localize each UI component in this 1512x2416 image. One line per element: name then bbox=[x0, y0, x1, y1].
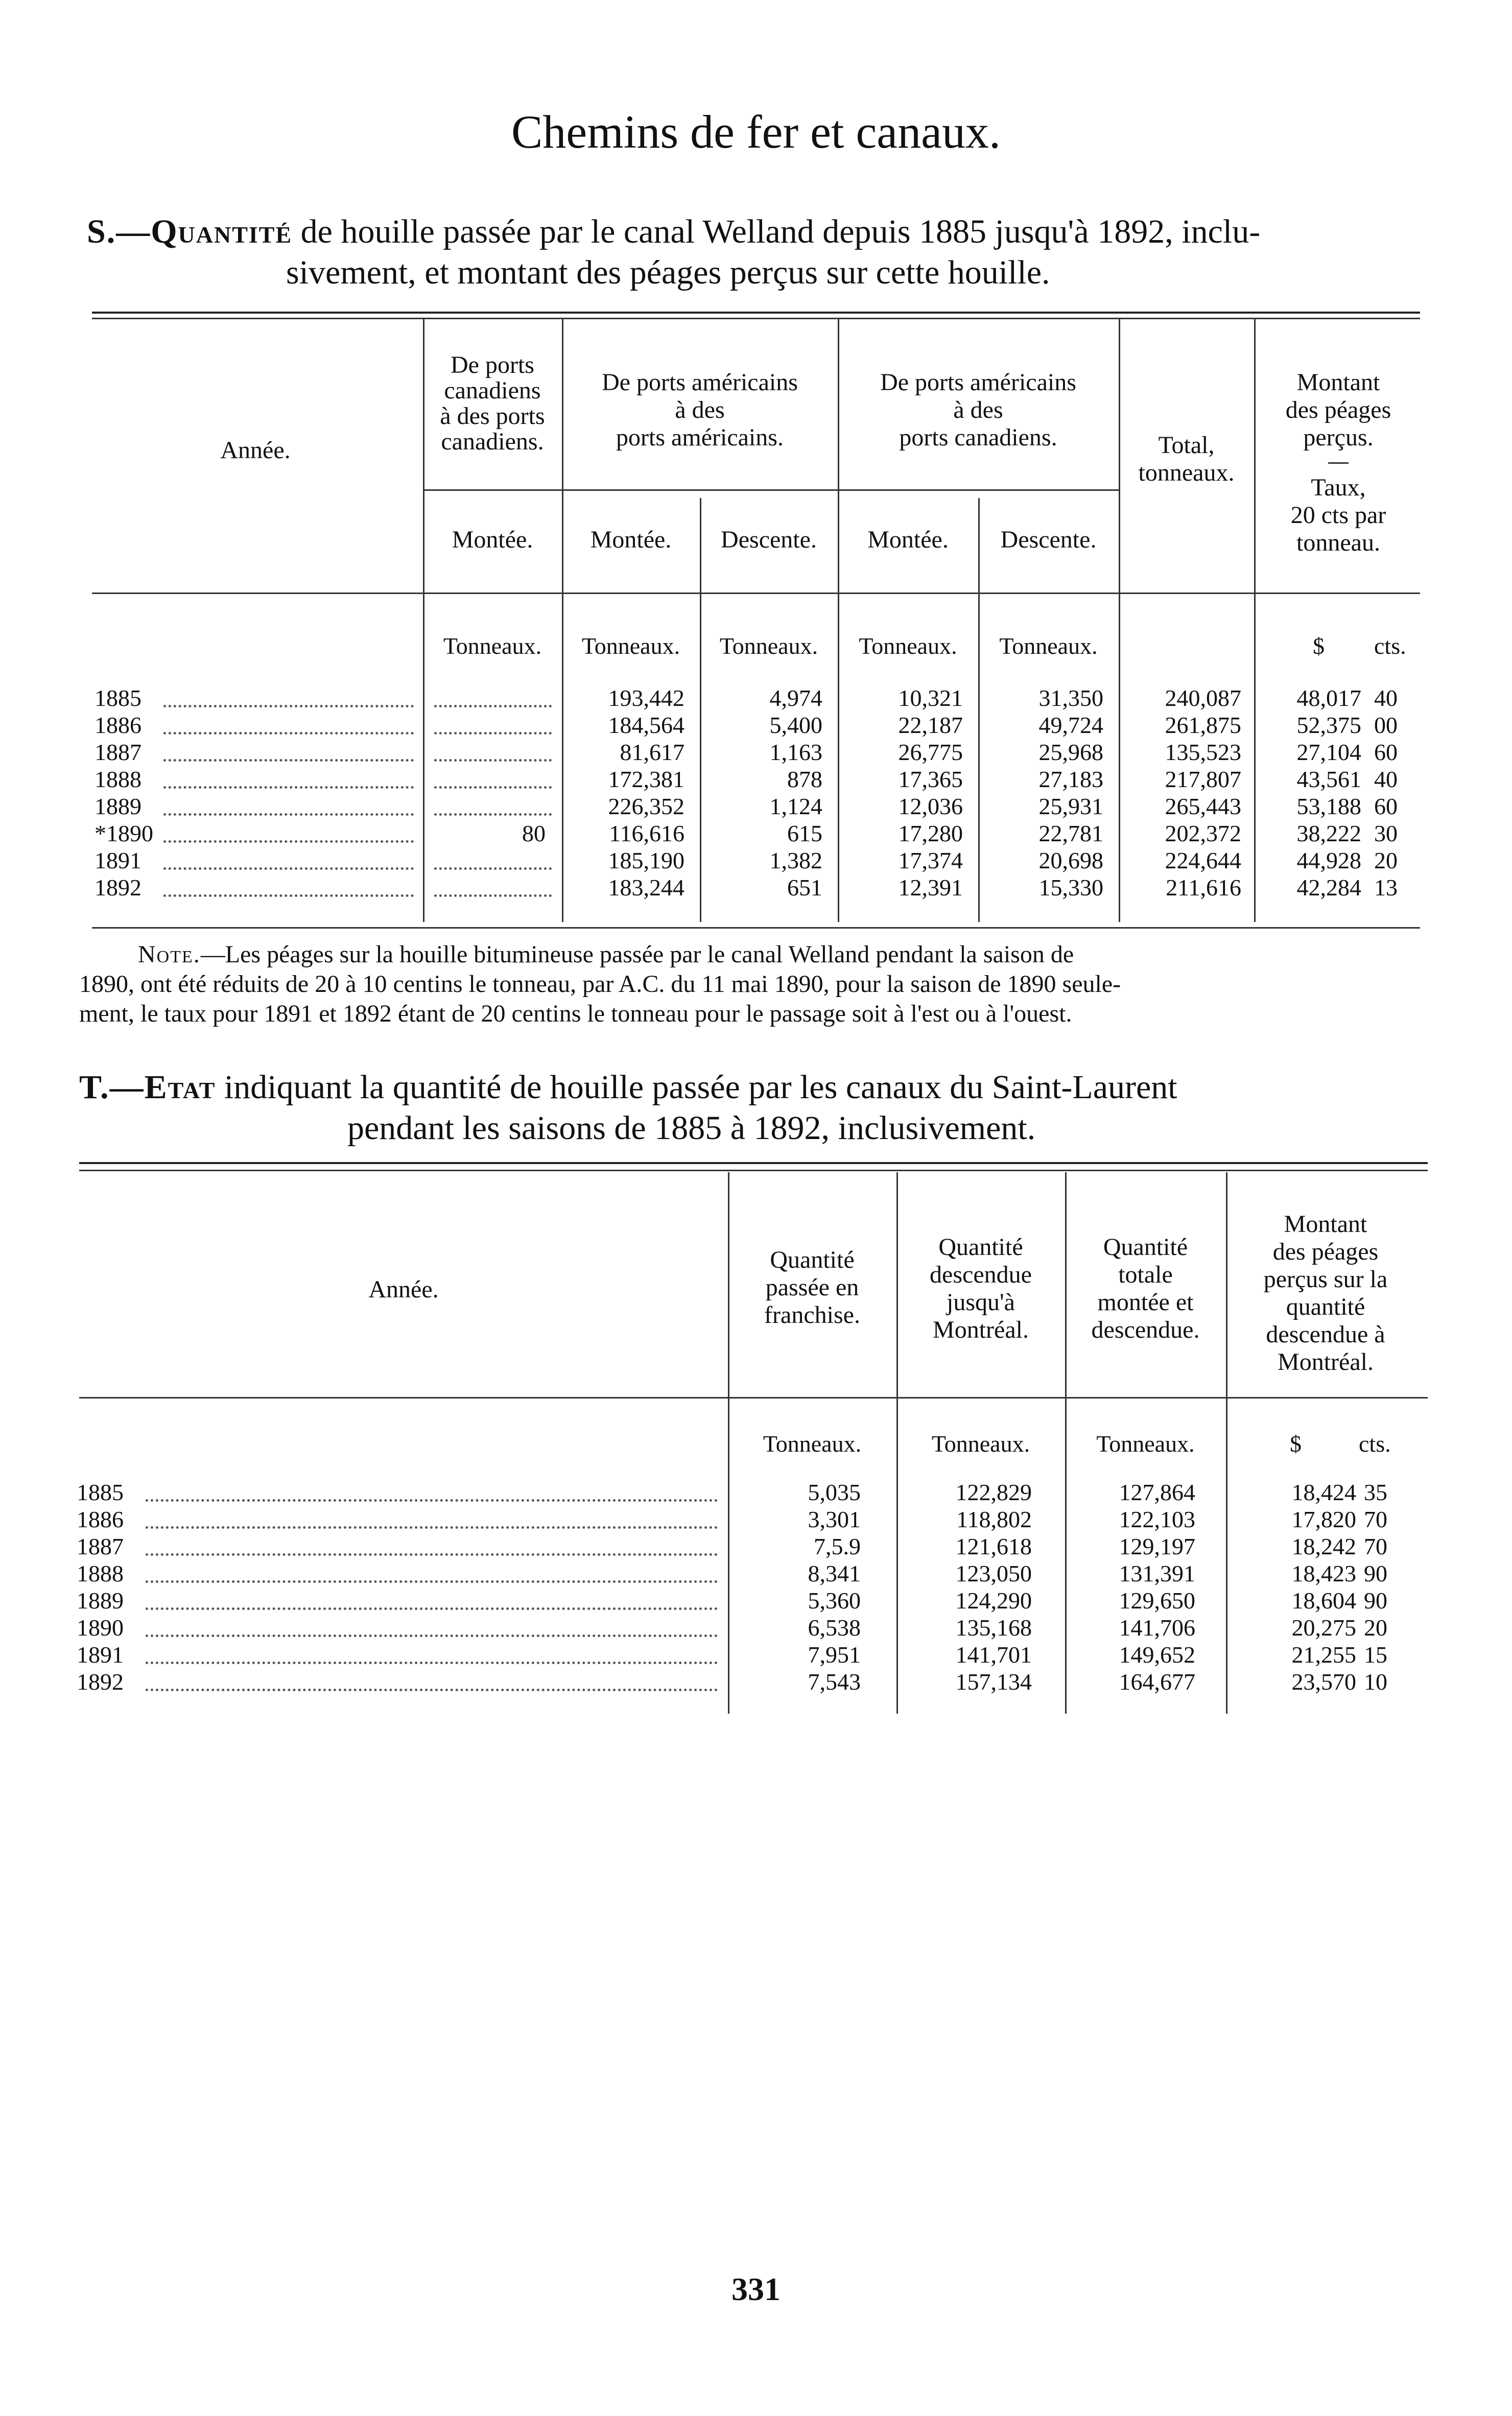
unit-label: Tonneaux. bbox=[859, 633, 957, 659]
cell-am-am-down: 4,974 bbox=[769, 685, 822, 711]
table-t-col-descendue bbox=[896, 1234, 1065, 1344]
cell-total: 224,644 bbox=[1165, 847, 1241, 873]
table-s-title-line2: sivement, et montant des péages perçus sur cette houille. bbox=[286, 254, 1050, 291]
cell-am-can-up: 17,280 bbox=[898, 820, 963, 846]
cell-descendue: 122,829 bbox=[955, 1479, 1032, 1505]
leader-dots bbox=[163, 759, 414, 762]
row-year: 1889 bbox=[94, 793, 141, 819]
cell-am-am-up: 184,564 bbox=[608, 712, 684, 738]
cell-dollars: 44,928 bbox=[1296, 847, 1361, 873]
header-line: descendue bbox=[930, 1261, 1032, 1288]
leader-dots bbox=[434, 786, 552, 789]
cell-dollars: 53,188 bbox=[1296, 793, 1361, 819]
cell-am-am-down: 651 bbox=[787, 874, 822, 901]
cell-totale: 164,677 bbox=[1119, 1669, 1195, 1695]
cell-descendue: 141,701 bbox=[955, 1642, 1032, 1668]
header-line: Total, bbox=[1158, 432, 1215, 459]
header-line: Taux, bbox=[1311, 474, 1366, 501]
cell-am-am-down: 5,400 bbox=[769, 712, 822, 738]
header-line: descendue à bbox=[1266, 1321, 1385, 1348]
row-year: 1891 bbox=[94, 847, 141, 873]
cell-cents: 40 bbox=[1374, 766, 1398, 792]
note-line2: 1890, ont été réduits de 20 à 10 centins le tonneau, par A.C. du 11 mai 1890, pour la saison de 1890 seule- bbox=[79, 970, 1121, 998]
table-s-col-montant bbox=[1254, 369, 1423, 452]
header-line: passée en bbox=[765, 1274, 859, 1301]
header-line: montée et bbox=[1097, 1289, 1194, 1316]
cell-can-can: 80 bbox=[522, 820, 546, 846]
cell-cents: 30 bbox=[1374, 820, 1398, 846]
cell-am-can-down: 27,183 bbox=[1038, 766, 1103, 792]
header-line: Quantité bbox=[770, 1246, 855, 1273]
cell-am-can-up: 22,187 bbox=[898, 712, 963, 738]
row-year: 1885 bbox=[94, 685, 141, 711]
table-t-label: T.—Etat bbox=[79, 1069, 216, 1106]
cell-cents: 90 bbox=[1364, 1588, 1387, 1614]
cell-total: 135,523 bbox=[1165, 739, 1241, 765]
page-number: 331 bbox=[731, 2271, 781, 2307]
cell-total: 265,443 bbox=[1165, 793, 1241, 819]
header-line: perçus sur la bbox=[1263, 1266, 1388, 1293]
cell-descendue: 157,134 bbox=[955, 1669, 1032, 1695]
leader-dots bbox=[434, 813, 552, 816]
cell-franchise: 6,538 bbox=[808, 1615, 861, 1641]
leader-dots bbox=[163, 705, 414, 707]
cell-descendue: 118,802 bbox=[956, 1506, 1032, 1532]
table-s-col-annee: Année. bbox=[220, 437, 291, 464]
leader-dots bbox=[434, 894, 552, 897]
cell-am-can-up: 26,775 bbox=[898, 739, 963, 765]
cell-cents: 13 bbox=[1374, 874, 1398, 901]
header-line: De ports bbox=[451, 351, 534, 378]
montant-dash bbox=[1328, 462, 1349, 464]
cell-am-am-up: 172,381 bbox=[608, 766, 684, 792]
cell-dollars: 27,104 bbox=[1296, 739, 1361, 765]
table-s-montee: Montée. bbox=[590, 526, 672, 553]
row-year: 1890 bbox=[77, 1615, 124, 1641]
note-line3: ment, le taux pour 1891 et 1892 étant de 20 centins le tonneau pour le passage soit à l'est ou à l'ouest. bbox=[79, 1000, 1072, 1027]
header-line: 20 cts par bbox=[1290, 502, 1386, 529]
table-t-title-line2: pendant les saisons de 1885 à 1892, inclusivement. bbox=[347, 1109, 1036, 1147]
cell-totale: 131,391 bbox=[1119, 1560, 1195, 1586]
header-line: Montréal. bbox=[933, 1316, 1029, 1343]
row-year: 1892 bbox=[94, 874, 141, 901]
unit-label: Tonneaux. bbox=[443, 633, 542, 659]
row-year: 1888 bbox=[77, 1560, 124, 1586]
table-t-top-rule-2 bbox=[79, 1170, 1428, 1171]
cell-cents: 15 bbox=[1364, 1642, 1387, 1668]
cell-dollars: 18,423 bbox=[1291, 1560, 1356, 1586]
cell-am-can-down: 22,781 bbox=[1038, 820, 1103, 846]
header-line: Montant bbox=[1296, 369, 1380, 396]
leader-dots bbox=[434, 732, 552, 735]
table-s-col-am-am bbox=[562, 369, 838, 452]
cell-am-am-down: 878 bbox=[787, 766, 822, 792]
cell-descendue: 124,290 bbox=[955, 1588, 1032, 1614]
page-header: Chemins de fer et canaux. bbox=[511, 106, 1001, 158]
cell-cents: 70 bbox=[1364, 1533, 1387, 1559]
leader-dots bbox=[163, 786, 414, 789]
leader-dots bbox=[146, 1526, 718, 1529]
table-s-montee: Montée. bbox=[452, 526, 533, 553]
header-line: franchise. bbox=[764, 1301, 860, 1329]
cell-am-can-up: 12,391 bbox=[898, 874, 963, 901]
cell-am-can-down: 49,724 bbox=[1038, 712, 1103, 738]
table-t-title: indiquant la quantité de houille passée par les canaux du Saint-Laurent bbox=[224, 1069, 1177, 1106]
cell-franchise: 5,360 bbox=[808, 1588, 861, 1614]
cell-descendue: 121,618 bbox=[955, 1533, 1032, 1559]
leader-dots bbox=[146, 1553, 718, 1556]
row-year: 1887 bbox=[94, 739, 141, 765]
cell-dollars: 48,017 bbox=[1296, 685, 1361, 711]
cell-am-can-up: 17,365 bbox=[898, 766, 963, 792]
cell-total: 261,875 bbox=[1165, 712, 1241, 738]
cell-am-can-down: 25,968 bbox=[1038, 739, 1103, 765]
cell-am-am-down: 1,163 bbox=[769, 739, 822, 765]
header-line: ports canadiens. bbox=[899, 424, 1057, 451]
leader-dots bbox=[434, 705, 552, 707]
unit-label: Tonneaux. bbox=[719, 633, 818, 659]
cell-cents: 60 bbox=[1374, 793, 1398, 819]
cell-dollars: 18,604 bbox=[1291, 1588, 1356, 1614]
cell-cents: 70 bbox=[1364, 1506, 1387, 1532]
cell-franchise: 8,341 bbox=[808, 1560, 861, 1586]
cell-total: 211,616 bbox=[1166, 874, 1241, 901]
row-year: *1890 bbox=[94, 820, 153, 846]
cell-total: 202,372 bbox=[1165, 820, 1241, 846]
cell-cents: 10 bbox=[1364, 1669, 1387, 1695]
leader-dots bbox=[434, 867, 552, 870]
leader-dots bbox=[146, 1607, 718, 1610]
header-line: perçus. bbox=[1303, 424, 1374, 451]
cell-franchise: 7,543 bbox=[808, 1669, 861, 1695]
table-s-title: de houille passée par le canal Welland depuis 1885 jusqu'à 1892, inclu- bbox=[300, 213, 1261, 250]
cell-cents: 20 bbox=[1364, 1615, 1387, 1641]
cell-dollars: 17,820 bbox=[1291, 1506, 1356, 1532]
cell-am-am-down: 615 bbox=[787, 820, 822, 846]
header-line: descendue. bbox=[1091, 1316, 1200, 1343]
cell-cents: 90 bbox=[1364, 1560, 1387, 1586]
header-line: des péages bbox=[1285, 396, 1391, 423]
cell-am-can-down: 20,698 bbox=[1038, 847, 1103, 873]
cell-am-am-up: 81,617 bbox=[620, 739, 684, 765]
cell-dollars: 38,222 bbox=[1296, 820, 1361, 846]
row-year: 1887 bbox=[77, 1533, 124, 1559]
cell-total: 217,807 bbox=[1165, 766, 1241, 792]
header-line: Quantité bbox=[1103, 1234, 1188, 1261]
unit-dollar: $ bbox=[1313, 633, 1325, 659]
unit-cts: cts. bbox=[1374, 633, 1406, 659]
table-s-top-rule bbox=[92, 312, 1420, 314]
row-year: 1891 bbox=[77, 1642, 124, 1668]
cell-am-can-up: 12,036 bbox=[898, 793, 963, 819]
table-s-top-rule-2 bbox=[92, 318, 1420, 319]
header-line: totale bbox=[1118, 1261, 1173, 1288]
cell-totale: 127,864 bbox=[1119, 1479, 1195, 1505]
row-year: 1886 bbox=[77, 1506, 124, 1532]
table-t-col-montant bbox=[1226, 1211, 1425, 1376]
leader-dots bbox=[163, 867, 414, 870]
cell-am-am-up: 193,442 bbox=[608, 685, 684, 711]
row-year: 1885 bbox=[77, 1479, 124, 1505]
unit-cts: cts. bbox=[1359, 1431, 1391, 1457]
cell-totale: 141,706 bbox=[1119, 1615, 1195, 1641]
cell-am-am-down: 1,124 bbox=[769, 793, 822, 819]
cell-dollars: 43,561 bbox=[1296, 766, 1361, 792]
table-s-bottom-rule bbox=[92, 927, 1420, 929]
cell-franchise: 5,035 bbox=[808, 1479, 861, 1505]
table-s-col-taux bbox=[1254, 474, 1423, 557]
cell-totale: 122,103 bbox=[1119, 1506, 1195, 1532]
header-line: à des bbox=[953, 396, 1003, 423]
row-year: 1892 bbox=[77, 1669, 124, 1695]
row-year: 1889 bbox=[77, 1588, 124, 1614]
cell-dollars: 23,570 bbox=[1291, 1669, 1356, 1695]
leader-dots bbox=[146, 1662, 718, 1664]
header-line: à des ports bbox=[440, 402, 545, 430]
cell-total: 240,087 bbox=[1165, 685, 1241, 711]
leader-dots bbox=[163, 732, 414, 735]
unit-label: Tonneaux. bbox=[1096, 1431, 1195, 1457]
header-line: Quantité bbox=[938, 1234, 1023, 1261]
leader-dots bbox=[146, 1635, 718, 1637]
unit-label: Tonneaux. bbox=[581, 633, 680, 659]
table-s-caption bbox=[87, 212, 1440, 252]
cell-dollars: 21,255 bbox=[1291, 1642, 1356, 1668]
cell-franchise: 7,5.9 bbox=[814, 1533, 861, 1559]
header-line: des péages bbox=[1272, 1238, 1379, 1265]
cell-am-can-down: 25,931 bbox=[1038, 793, 1103, 819]
header-line: De ports américains bbox=[602, 369, 798, 396]
cell-am-am-up: 183,244 bbox=[608, 874, 684, 901]
cell-totale: 149,652 bbox=[1119, 1642, 1195, 1668]
header-line: ports américains. bbox=[616, 424, 784, 451]
table-s-note bbox=[138, 940, 1430, 969]
cell-am-am-up: 185,190 bbox=[608, 847, 684, 873]
header-line: Montant bbox=[1284, 1211, 1367, 1238]
table-s-subheader-rule bbox=[423, 489, 1119, 491]
cell-am-can-up: 17,374 bbox=[898, 847, 963, 873]
cell-franchise: 7,951 bbox=[808, 1642, 861, 1668]
table-s-label: S.—Quantité bbox=[87, 213, 293, 250]
leader-dots bbox=[163, 894, 414, 897]
table-t-top-rule bbox=[79, 1162, 1428, 1164]
header-line: à des bbox=[675, 396, 725, 423]
cell-cents: 40 bbox=[1374, 685, 1398, 711]
row-year: 1886 bbox=[94, 712, 141, 738]
header-line: tonneau. bbox=[1296, 529, 1380, 556]
table-s-col-total bbox=[1119, 432, 1254, 487]
cell-totale: 129,650 bbox=[1119, 1588, 1195, 1614]
header-line: Montréal. bbox=[1278, 1348, 1374, 1376]
note-label: Note. bbox=[138, 941, 201, 968]
cell-am-am-down: 1,382 bbox=[769, 847, 822, 873]
table-s-col-am-can bbox=[838, 369, 1119, 452]
cell-franchise: 3,301 bbox=[808, 1506, 861, 1532]
leader-dots bbox=[146, 1580, 718, 1583]
table-t-caption bbox=[79, 1068, 1433, 1107]
cell-cents: 00 bbox=[1374, 712, 1398, 738]
cell-am-can-down: 31,350 bbox=[1038, 685, 1103, 711]
cell-totale: 129,197 bbox=[1119, 1533, 1195, 1559]
cell-am-can-up: 10,321 bbox=[898, 685, 963, 711]
table-s-descente: Descente. bbox=[1000, 526, 1097, 553]
cell-dollars: 42,284 bbox=[1296, 874, 1361, 901]
row-year: 1888 bbox=[94, 766, 141, 792]
cell-cents: 35 bbox=[1364, 1479, 1387, 1505]
header-line: jusqu'à bbox=[947, 1289, 1015, 1316]
header-line: canadiens. bbox=[441, 428, 544, 455]
table-t-col-franchise bbox=[728, 1246, 896, 1329]
header-line: tonneaux. bbox=[1138, 459, 1235, 486]
leader-dots bbox=[434, 759, 552, 762]
header-line: quantité bbox=[1286, 1293, 1365, 1320]
cell-dollars: 18,242 bbox=[1291, 1533, 1356, 1559]
unit-label: Tonneaux. bbox=[931, 1431, 1030, 1457]
unit-label: Tonneaux. bbox=[999, 633, 1098, 659]
table-s-descente: Descente. bbox=[721, 526, 817, 553]
header-line: De ports américains bbox=[880, 369, 1076, 396]
cell-cents: 60 bbox=[1374, 739, 1398, 765]
leader-dots bbox=[163, 813, 414, 816]
leader-dots bbox=[146, 1689, 718, 1691]
table-s-col-can-can bbox=[423, 352, 562, 455]
note-line1: —Les péages sur la houille bitumineuse passée par le canal Welland pendant la saison de bbox=[200, 941, 1074, 968]
table-s-montee: Montée. bbox=[867, 526, 949, 553]
table-t-col-annee: Année. bbox=[368, 1276, 439, 1303]
table-t-col-totale bbox=[1065, 1234, 1226, 1344]
header-line: canadiens bbox=[444, 377, 541, 404]
cell-dollars: 18,424 bbox=[1291, 1479, 1356, 1505]
leader-dots bbox=[163, 840, 414, 843]
cell-am-am-up: 226,352 bbox=[608, 793, 684, 819]
table-t-header-rule bbox=[79, 1397, 1428, 1399]
cell-am-am-up: 116,616 bbox=[609, 820, 684, 846]
cell-descendue: 123,050 bbox=[955, 1560, 1032, 1586]
unit-label: Tonneaux. bbox=[763, 1431, 862, 1457]
unit-dollar: $ bbox=[1290, 1431, 1302, 1457]
cell-descendue: 135,168 bbox=[955, 1615, 1032, 1641]
cell-dollars: 52,375 bbox=[1296, 712, 1361, 738]
table-s-header-rule bbox=[92, 593, 1420, 594]
cell-dollars: 20,275 bbox=[1291, 1615, 1356, 1641]
cell-cents: 20 bbox=[1374, 847, 1398, 873]
leader-dots bbox=[146, 1499, 718, 1502]
cell-am-can-down: 15,330 bbox=[1038, 874, 1103, 901]
